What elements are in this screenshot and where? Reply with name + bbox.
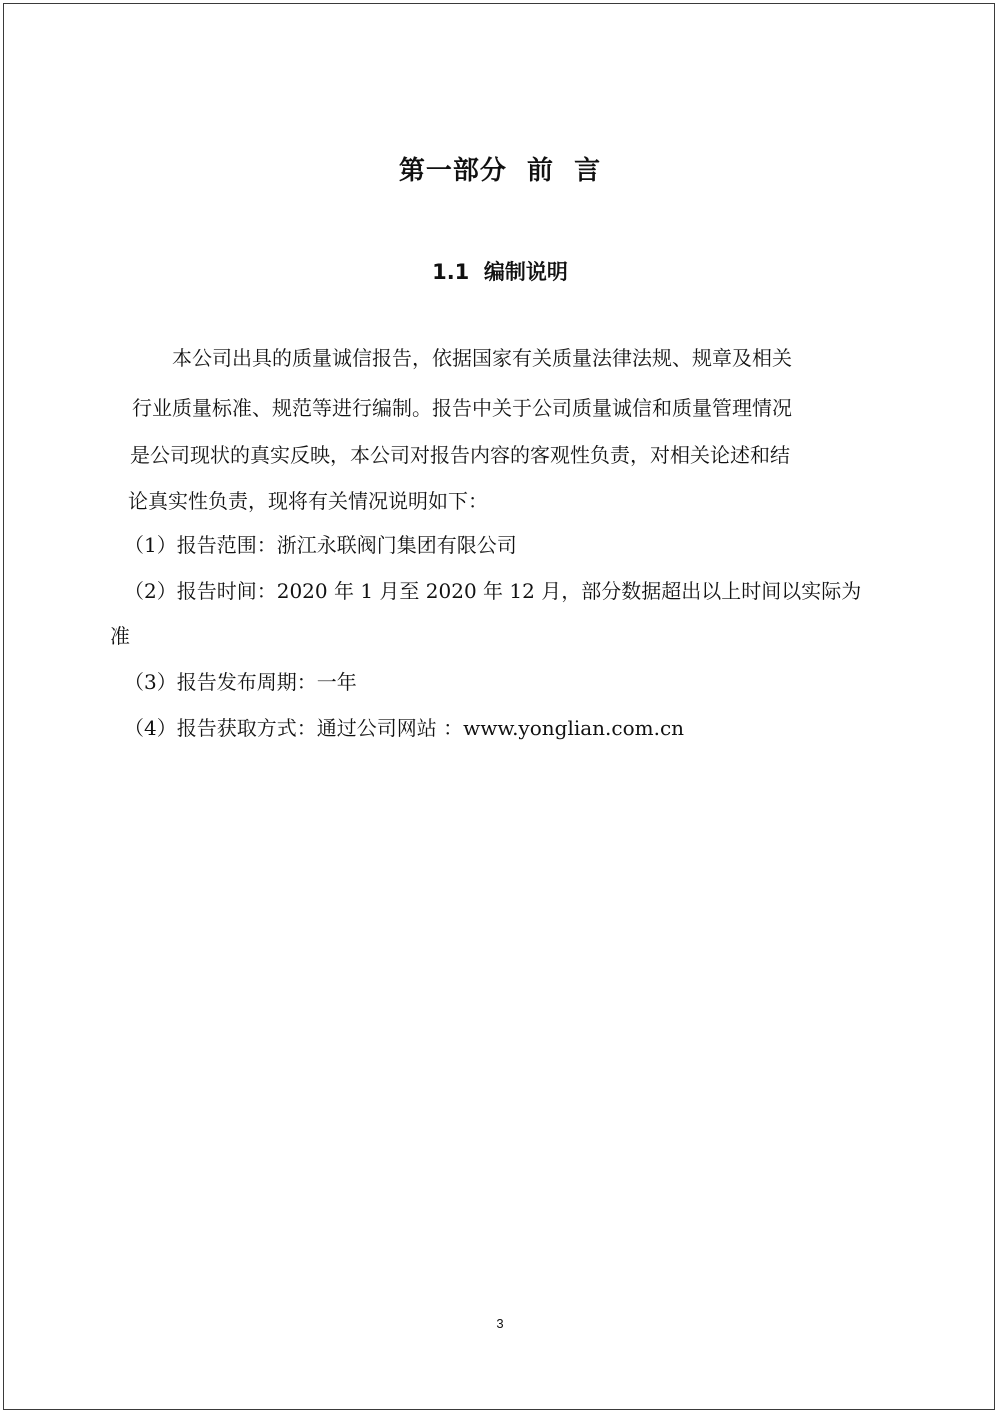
list-item-report-scope: （1）报告范围：浙江永联阀门集团有限公司 bbox=[124, 533, 517, 557]
intro-line: 本公司出具的质量诚信报告，依据国家有关质量法律法规、规章及相关 bbox=[172, 346, 792, 370]
part-title: 第一部分 前 言 bbox=[398, 156, 602, 186]
intro-line: 是公司现状的真实反映，本公司对报告内容的客观性负责，对相关论述和结 bbox=[130, 443, 790, 467]
list-item-report-period-continued: 准 bbox=[110, 624, 130, 648]
list-item-access-method: （4）报告获取方式：通过公司网站 ：www.yonglian.com.cn bbox=[124, 716, 685, 740]
list-item-report-period: （2）报告时间：2020 年 1 月至 2020 年 12 月，部分数据超出以上时间以实际为 bbox=[124, 579, 862, 603]
page-border bbox=[3, 3, 995, 1410]
list-item-publish-cycle: （3）报告发布周期：一年 bbox=[124, 670, 357, 694]
section-title: 1.1 编制说明 bbox=[432, 260, 568, 284]
page-number: 3 bbox=[496, 1316, 504, 1331]
intro-line: 论真实性负责，现将有关情况说明如下： bbox=[128, 489, 488, 513]
intro-line: 行业质量标准、规范等进行编制。报告中关于公司质量诚信和质量管理情况 bbox=[132, 396, 792, 420]
